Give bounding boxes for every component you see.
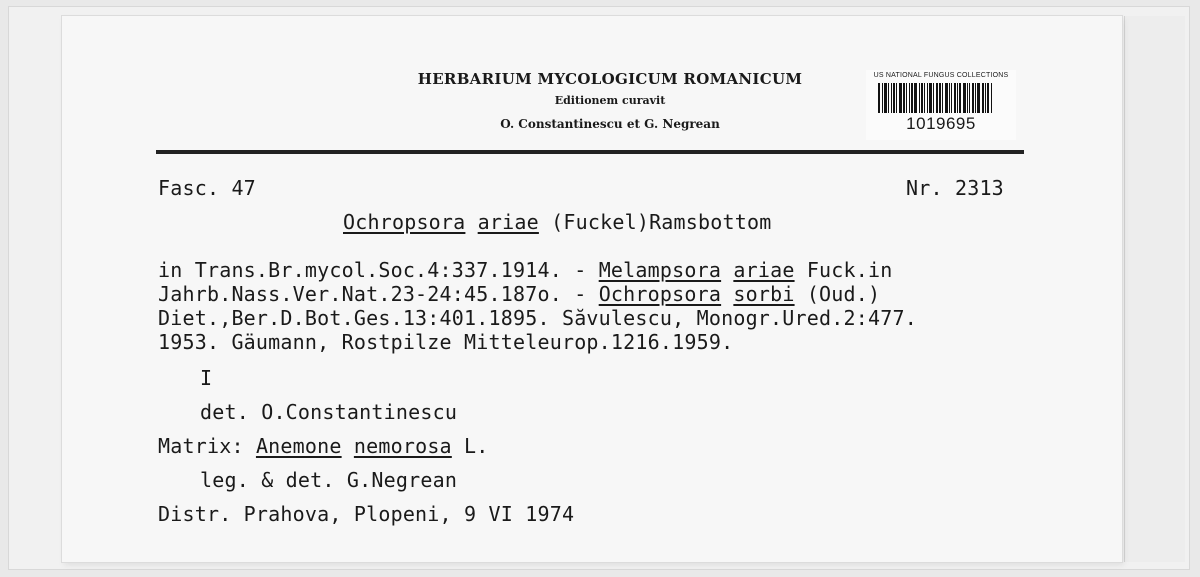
barcode-bar [975,83,976,113]
citation-text: Fuck.in [794,258,893,282]
barcode-bar [878,83,880,113]
barcode-bar [957,83,958,113]
barcode-bar [896,83,897,113]
barcode-bar [951,83,952,113]
barcode-bar [959,83,961,113]
header-subtitle: Editionem curavit [554,94,666,107]
determiner: det. O.Constantinescu [200,400,458,424]
barcode-icon [878,83,1004,113]
barcode-bar [924,83,925,113]
citation-line-3: Diet.,Ber.D.Bot.Ges.13:401.1895. Săvulescu, Monogr.Ured.2:477. [158,306,917,330]
barcode-bar [954,83,956,113]
spore-stage: I [200,366,213,390]
adjacent-card [1124,16,1185,562]
synonym-genus: Melampsora [598,258,722,282]
barcode-bar [963,83,966,113]
barcode-bar [891,83,892,113]
barcode-bar [919,83,920,113]
matrix-prefix: Matrix: [158,434,256,458]
barcode-bar [914,83,917,113]
citation-line-1 [158,258,893,282]
barcode-bar [927,83,928,113]
barcode-bar [933,83,934,113]
fascicle-number: Fasc. 47 [158,176,256,200]
barcode-bar [884,83,887,113]
barcode-bar [899,83,902,113]
barcode-bar [921,83,923,113]
citation-line-2 [158,282,880,306]
citation-text: in Trans.Br.mycol.Soc.4:337.1914. - [158,258,599,282]
header-divider [156,150,1024,154]
barcode-bar [942,83,943,113]
barcode-bar [903,83,905,113]
barcode-bar [967,83,968,113]
header-editors: O. Constantinescu et G. Negrean [500,117,720,131]
exsiccata-number: Nr. 2313 [906,176,1004,200]
barcode-bar [893,83,895,113]
barcode-number: 1019695 [906,114,976,133]
synonym-genus: Ochropsora [598,282,722,306]
species-epithet: ariae [477,210,539,234]
header-title: HERBARIUM MYCOLOGICUM ROMANICUM [417,70,803,88]
barcode-bar [987,83,989,113]
host-epithet: nemorosa [353,434,452,458]
barcode-org: US NATIONAL FUNGUS COLLECTIONS [873,72,1009,79]
collector: leg. & det. G.Negrean [200,468,458,492]
barcode-bar [911,83,913,113]
citation-text: (Oud.) [794,282,881,306]
distribution-locality: Distr. Prahova, Plopeni, 9 VI 1974 [158,502,575,526]
barcode-bar [882,83,883,113]
species-name [343,210,771,234]
barcode-bar [982,83,984,113]
host-matrix [158,434,489,458]
synonym-epithet: ariae [733,258,795,282]
barcode-bar [969,83,970,113]
barcode-bar [906,83,907,113]
barcode-bar [945,83,948,113]
host-authority: L. [451,434,489,458]
citation-line-4: 1953. Gäumann, Rostpilze Mitteleurop.1216.1959. [158,330,734,354]
citation-text: Jahrb.Nass.Ver.Nat.23-24:45.187o. - [158,282,599,306]
barcode-bar [991,83,992,113]
species-authors: (Fuckel)Ramsbottom [551,210,772,234]
barcode-bar [929,83,932,113]
barcode-bar [888,83,889,113]
barcode-bar [936,83,938,113]
barcode-bar [972,83,974,113]
species-genus: Ochropsora [343,210,466,234]
barcode-bar [939,83,941,113]
host-genus: Anemone [255,434,342,458]
barcode-bar [949,83,950,113]
barcode-bar [985,83,986,113]
barcode-bar [909,83,910,113]
barcode-label [866,70,1016,140]
barcode-bar [977,83,980,113]
label-header [400,70,820,131]
synonym-epithet: sorbi [733,282,795,306]
